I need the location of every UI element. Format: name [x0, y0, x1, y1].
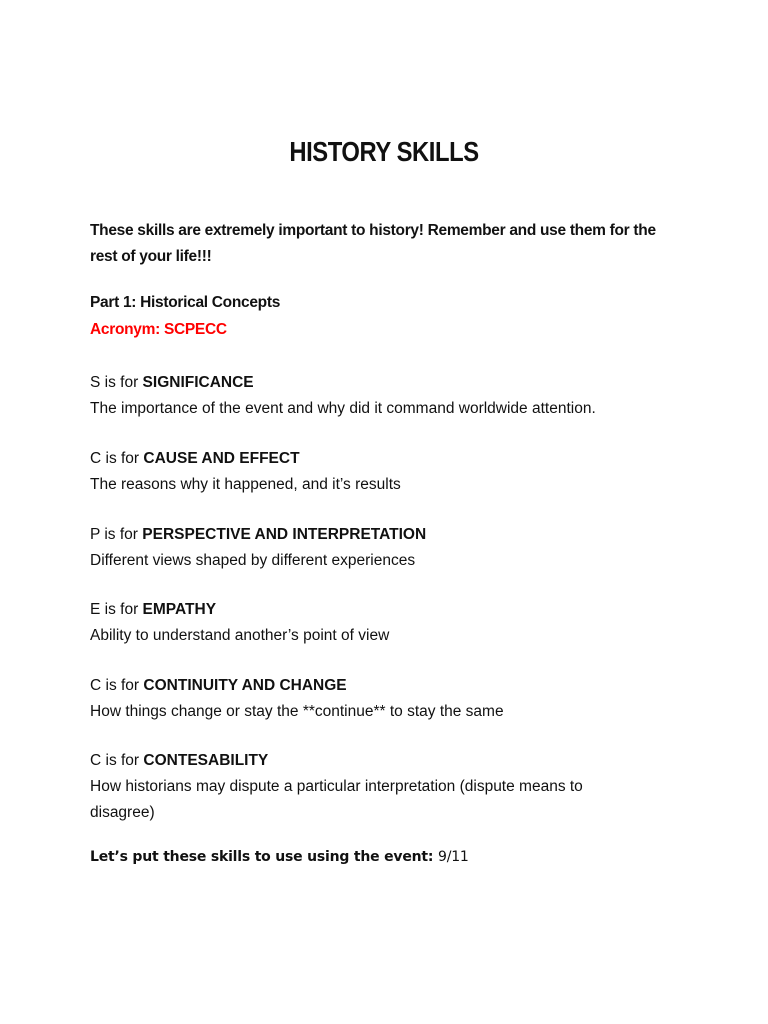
concept-term: CONTINUITY AND CHANGE: [143, 677, 347, 694]
concept-description: How things change or stay the **continue** to stay the same: [90, 703, 504, 720]
concept-description: Ability to understand another’s point of view: [90, 627, 390, 644]
concept-contesability: [90, 748, 650, 826]
concept-heading: [90, 673, 650, 699]
concept-prefix: C is for: [90, 752, 144, 769]
concept-heading: [90, 748, 650, 774]
part-heading: Part 1: Historical Concepts: [90, 294, 281, 311]
concept-prefix: C is for: [90, 677, 144, 694]
concept-term: CAUSE AND EFFECT: [143, 450, 300, 467]
concept-perspective: [90, 522, 650, 574]
concept-prefix: E is for: [90, 601, 143, 618]
concept-term: EMPATHY: [142, 601, 217, 618]
concept-heading: [90, 370, 650, 396]
concept-continuity-and-change: [90, 673, 650, 725]
concept-term: CONTESABILITY: [143, 752, 269, 769]
concept-heading: [90, 597, 650, 623]
concept-prefix: P is for: [90, 526, 143, 543]
closing-prompt: [90, 849, 469, 865]
concept-heading: [90, 522, 650, 548]
concept-prefix: S is for: [90, 374, 143, 391]
concept-term: PERSPECTIVE AND INTERPRETATION: [142, 526, 427, 543]
concept-cause-and-effect: [90, 446, 650, 498]
concept-heading: [90, 446, 650, 472]
concept-empathy: [90, 597, 650, 649]
intro-text: These skills are extremely important to history! Remember and use them for the rest of your life!!!: [90, 222, 656, 265]
concept-prefix: C is for: [90, 450, 144, 467]
concept-description: The importance of the event and why did it command worldwide attention.: [90, 400, 596, 417]
closing-event: 9/11: [437, 849, 469, 865]
concept-description: Different views shaped by different experiences: [90, 552, 416, 569]
acronym-label: Acronym: SCPECC: [90, 321, 227, 338]
concept-term: SIGNIFICANCE: [142, 374, 254, 391]
concept-description: How historians may dispute a particular interpretation (dispute means to disagree): [90, 778, 583, 821]
page-title: HISTORY SKILLS: [289, 136, 479, 167]
closing-text: Let’s put these skills to use using the event:: [90, 849, 438, 865]
concept-description: The reasons why it happened, and it’s results: [90, 476, 401, 493]
concept-significance: [90, 370, 650, 422]
